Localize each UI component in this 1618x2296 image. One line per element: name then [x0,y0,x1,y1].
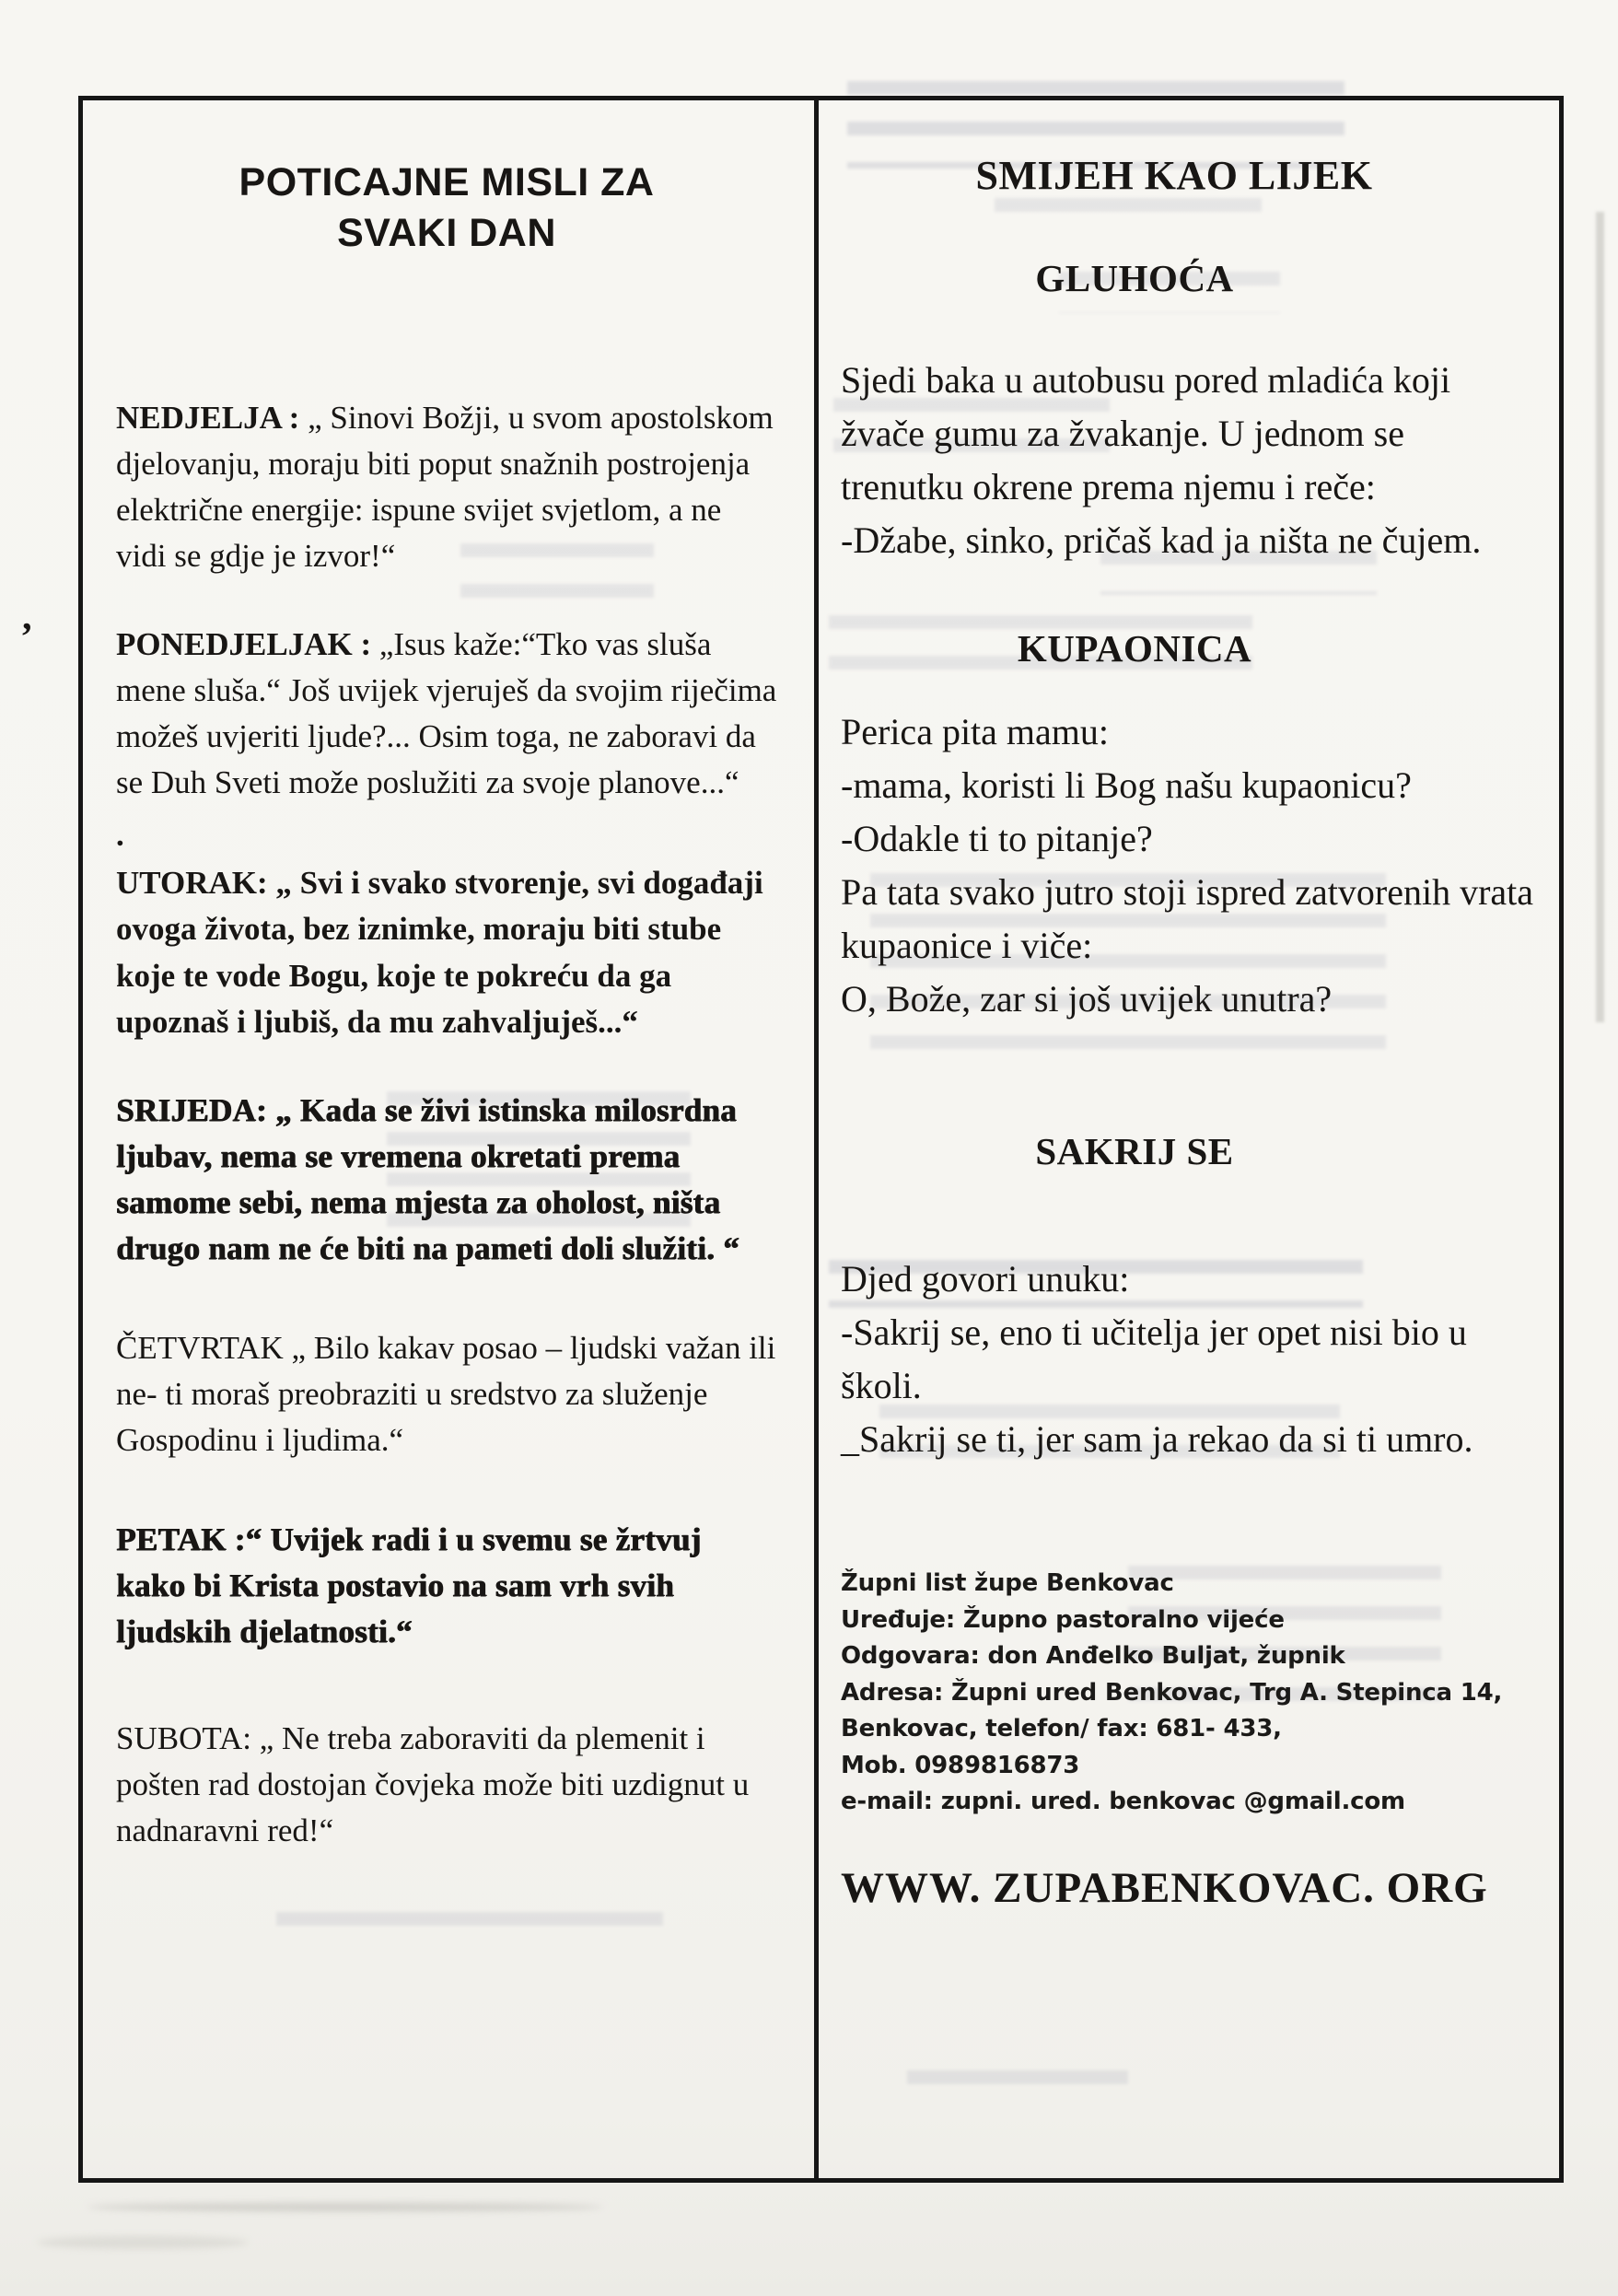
right-column [819,100,1559,2178]
imprint-line-email: e-mail: zupni. ured. benkovac @gmail.com [841,1788,1405,1816]
imprint-line-publication: Župni list župe Benkovac [841,1569,1174,1597]
joke-line: -Sakrij se, eno ti učitelja jer opet nisi bio u školi. [841,1311,1467,1406]
imprint-line-address: Adresa: Župni ured Benkovac, Trg A. Stepinca 14, [841,1678,1503,1707]
stray-period-mark: . [116,817,124,854]
joke-line: -Džabe, sinko, pričaš kad ja ništa ne čujem. [841,519,1482,561]
left-column [83,100,819,2178]
imprint-line-mobile: Mob. 0989816873 [841,1751,1080,1779]
thought-cetvrtak [116,1325,777,1463]
thought-text: Bilo kakav posao – ljudski važan ili ne- ti moraš preobraziti u sredstvo za služenje Gospodinu i ljudima.“ [116,1329,776,1458]
left-column-title: POTICAJNE MISLI ZA SVAKI DAN [239,160,655,256]
thought-text: „ Svi i svako stvorenje, svi događaji ovoga života, bez iznimke, moraju biti stube koje te vode Bogu, koje te pokreću da ga upoznaš i ljubiš, da mu zahvaljuješ...“ [116,865,763,1040]
joke-heading-sakrij-se: SAKRIJ SE [1035,1130,1234,1172]
parish-website-url: WWW. ZUPABENKOVAC. ORG [841,1863,1488,1912]
joke-heading-gluhoca: GLUHOĆA [1035,257,1234,299]
joke-line: -mama, koristi li Bog našu kupaonicu? [841,764,1412,806]
imprint-line-editor: Uređuje: Župno pastoralno vijeće [841,1605,1285,1634]
joke-gluhoca [841,354,1535,567]
right-column-title: SMIJEH KAO LIJEK [975,153,1373,198]
scan-fold-streak [1596,212,1604,1022]
thought-nedjelja [116,395,777,579]
joke-line: -Odakle ti to pitanje? [841,818,1153,859]
scan-smudge [37,2236,249,2249]
imprint-line-phone: Benkovac, telefon/ fax: 681- 433, [841,1715,1282,1743]
thought-srijeda [116,1088,777,1272]
joke-line: _Sakrij se ti, jer sam ja rekao da si ti umro. [841,1418,1473,1460]
thought-subota [116,1716,777,1854]
joke-kupaonica [841,705,1535,1026]
day-label: PONEDJELJAK : [116,626,372,663]
joke-line: Perica pita mamu: [841,711,1110,752]
day-label: UTORAK: [116,865,268,902]
parish-imprint [841,1566,1535,1821]
day-label: SRIJEDA: [116,1091,267,1128]
joke-heading-kupaonica: KUPAONICA [1017,627,1252,670]
scan-smudge [87,2203,603,2211]
thought-text: „Isus kaže:“Tko vas sluša mene sluša.“ Još uvijek vjeruješ da svojim riječima možeš uvjeriti ljude?... Osim toga, ne zaboravi da se Duh Sveti može poslužiti za svoje planove...“ [116,626,777,801]
day-label: NEDJELJA : [116,400,300,437]
joke-line: Sjedi baka u autobusu pored mladića koji žvače gumu za žvakanje. U jednom se trenutku okrene prema njemu i reče: [841,359,1451,507]
thought-text: „ Kada se živi istinska milosrdna ljubav, nema se vremena okretati prema samome sebi, nema mjesta za oholost, ništa drugo nam ne će biti na pameti doli služiti. “ [116,1091,739,1266]
joke-sakrij-se [841,1253,1535,1466]
thought-petak [116,1517,777,1655]
scan-artifact-mark: ’ [20,616,33,658]
joke-line: O, Bože, zar si još uvijek unutra? [841,978,1333,1020]
day-label: PETAK :“ [116,1521,262,1557]
page-border-box [78,96,1564,2183]
thought-text: „ Ne treba zaboraviti da plemenit i pošten rad dostojan čovjeka može biti uzdignut u nadnaravni red!“ [116,1720,750,1849]
imprint-line-responsible: Odgovara: don Anđelko Buljat, župnik [841,1642,1345,1671]
thought-text: „ Sinovi Božji, u svom apostolskom djelovanju, moraju biti poput snažnih postrojenja električne energije: ispune svijet svjetlom, a ne vidi se gdje je izvor!“ [116,400,774,575]
thought-ponedjeljak [116,622,777,806]
thought-text: Uvijek radi i u svemu se žrtvuj kako bi Krista postavio na sam vrh svih ljudskih djelatnosti.“ [116,1521,702,1650]
day-label: SUBOTA: [116,1720,251,1757]
day-label: ČETVRTAK „ [116,1329,307,1366]
thought-utorak [116,860,777,1044]
joke-line: Djed govori unuku: [841,1258,1130,1300]
joke-line: Pa tata svako jutro stoji ispred zatvorenih vrata kupaonice i viče: [841,871,1534,966]
